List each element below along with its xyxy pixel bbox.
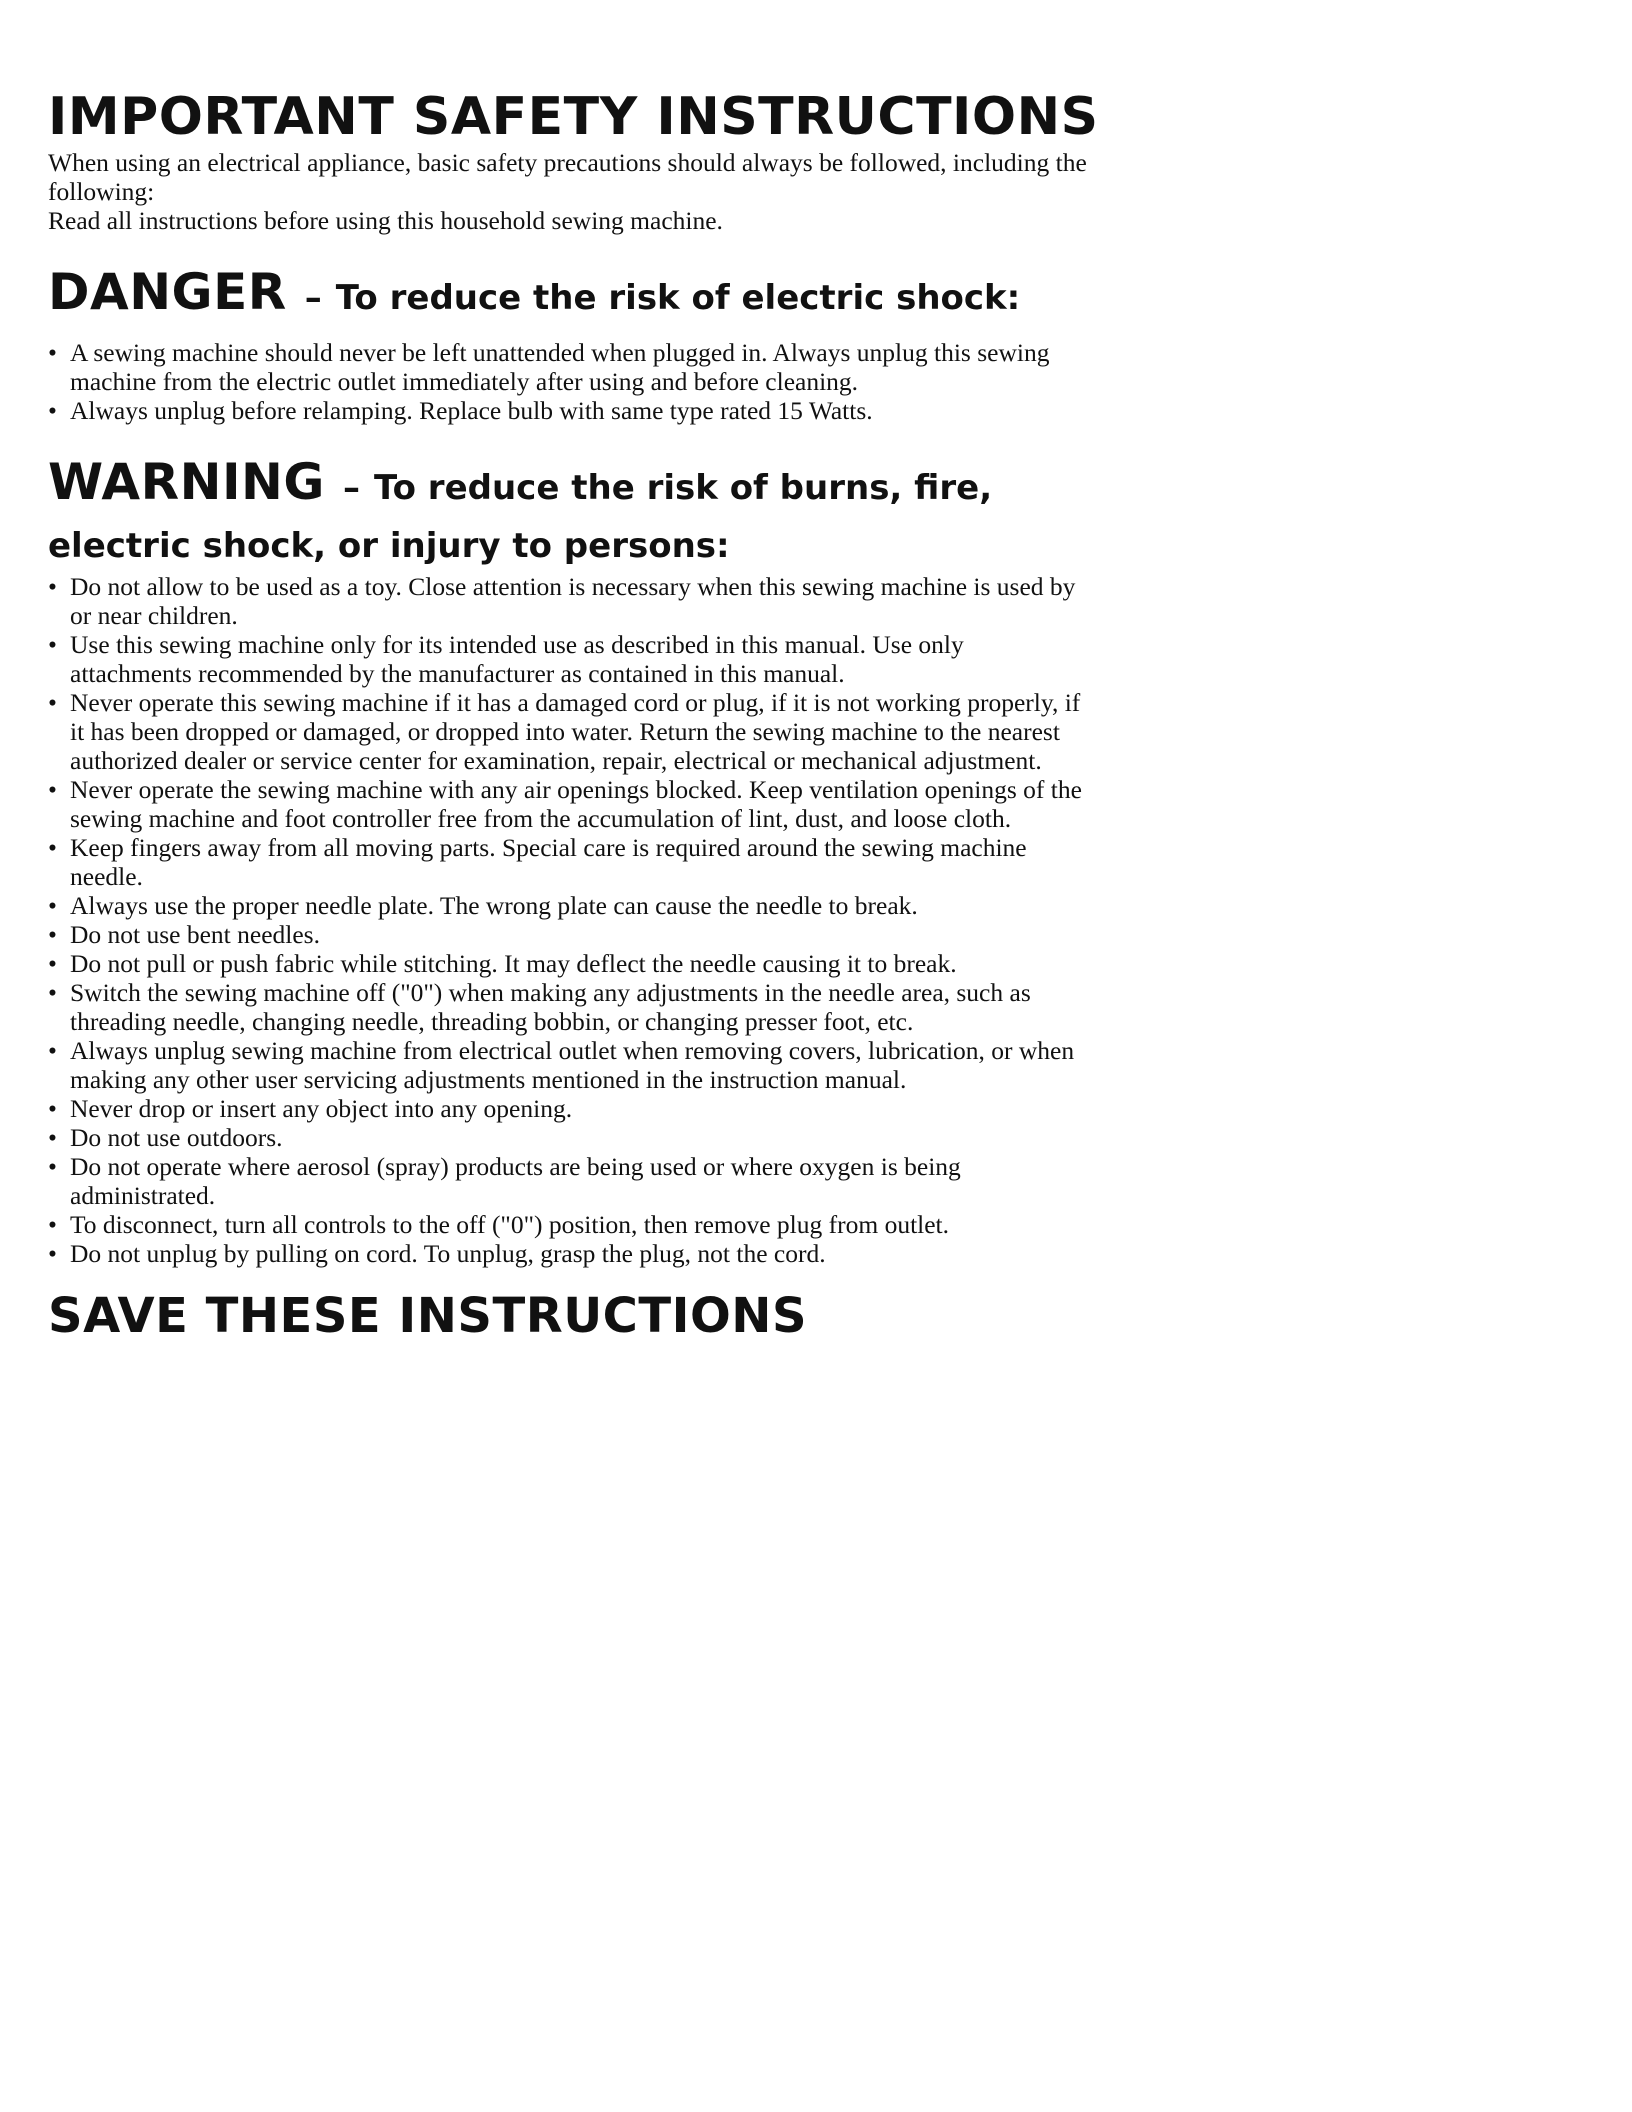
danger-dash: – (304, 278, 322, 318)
list-item-text: Use this sewing machine only for its intended use as described in this manual. Use only attachments recommended by the manufacturer as contained in this manual. (70, 630, 964, 688)
list-item (48, 949, 1088, 978)
safety-instructions-page (48, 87, 1099, 1344)
danger-subheading: To reduce the risk of electric shock: (335, 278, 1021, 318)
list-item (48, 630, 1088, 688)
bullet-icon: • (48, 338, 57, 367)
list-item-text: Do not operate where aerosol (spray) products are being used or where oxygen is being administrated. (70, 1152, 961, 1210)
closing-heading: SAVE THESE INSTRUCTIONS (48, 1288, 808, 1344)
list-item (48, 978, 1088, 1036)
list-item (48, 338, 1088, 396)
list-item (48, 1210, 1088, 1239)
bullet-icon: • (48, 1123, 57, 1152)
list-item (48, 775, 1088, 833)
danger-heading-line (48, 263, 1088, 334)
list-item-text: Always use the proper needle plate. The wrong plate can cause the needle to break. (70, 891, 918, 920)
list-item-text: Do not unplug by pulling on cord. To unplug, grasp the plug, not the cord. (70, 1239, 826, 1268)
bullet-icon: • (48, 920, 57, 949)
list-item-text: Always unplug before relamping. Replace bulb with same type rated 15 Watts. (70, 396, 873, 425)
list-item (48, 1239, 1088, 1268)
list-item (48, 833, 1088, 891)
warning-list (48, 572, 1088, 1268)
list-item-text: Keep fingers away from all moving parts. Special care is required around the sewing machine needle. (70, 833, 1027, 891)
bullet-icon: • (48, 978, 57, 1007)
bullet-icon: • (48, 688, 57, 717)
list-item-text: Always unplug sewing machine from electrical outlet when removing covers, lubrication, or when making any other user servicing adjustments mentioned in the instruction manual. (70, 1036, 1075, 1094)
list-item-text: Switch the sewing machine off ("0") when making any adjustments in the needle area, such as threading needle, changing needle, threading bobbin, or changing presser foot, etc. (70, 978, 1031, 1036)
intro-read-all: Read all instructions before using this household sewing machine. (48, 206, 723, 235)
list-item (48, 1094, 1088, 1123)
list-item (48, 891, 1088, 920)
warning-heading-line (48, 453, 1088, 524)
intro-paragraph: When using an electrical appliance, basic safety precautions should always be followed, including the following: (48, 148, 1087, 206)
bullet-icon: • (48, 1152, 57, 1181)
page-title: IMPORTANT SAFETY INSTRUCTIONS (48, 87, 1099, 147)
warning-subheading-line1: To reduce the risk of burns, fire, (373, 468, 993, 508)
list-item-text: To disconnect, turn all controls to the off ("0") position, then remove plug from outlet. (70, 1210, 950, 1239)
bullet-icon: • (48, 572, 57, 601)
danger-section (48, 263, 1088, 425)
list-item (48, 396, 1088, 425)
list-item-text: Do not use outdoors. (70, 1123, 283, 1152)
warning-subheading-line2: electric shock, or injury to persons: (48, 526, 730, 566)
list-item (48, 1123, 1088, 1152)
bullet-icon: • (48, 630, 57, 659)
list-item (48, 572, 1088, 630)
warning-dash: – (342, 468, 360, 508)
bullet-icon: • (48, 1036, 57, 1065)
bullet-icon: • (48, 396, 57, 425)
list-item-text: A sewing machine should never be left unattended when plugged in. Always unplug this sewing machine from the electric outlet immediately after using and before cleaning. (70, 338, 1050, 396)
bullet-icon: • (48, 891, 57, 920)
list-item-text: Never drop or insert any object into any opening. (70, 1094, 573, 1123)
danger-heading: DANGER (48, 263, 287, 321)
bullet-icon: • (48, 1094, 57, 1123)
list-item (48, 920, 1088, 949)
list-item (48, 1152, 1088, 1210)
list-item-text: Never operate the sewing machine with any air openings blocked. Keep ventilation openings of the sewing machine and foot controller free from the accumulation of lint, dust, and loose cloth. (70, 775, 1082, 833)
list-item-text: Do not allow to be used as a toy. Close attention is necessary when this sewing machine is used by or near children. (70, 572, 1076, 630)
warning-heading: WARNING (48, 453, 325, 511)
list-item-text: Never operate this sewing machine if it has a damaged cord or plug, if it is not working properly, if it has been dropped or damaged, or dropped into water. Return the sewing machine to the nearest authorized dealer or service center for examination, repair, electrical or mechanical adjustment. (70, 688, 1081, 775)
bullet-icon: • (48, 833, 57, 862)
intro-block (48, 148, 1088, 235)
danger-list (48, 338, 1088, 425)
list-item (48, 1036, 1088, 1094)
bullet-icon: • (48, 1210, 57, 1239)
list-item-text: Do not use bent needles. (70, 920, 320, 949)
list-item (48, 688, 1088, 775)
bullet-icon: • (48, 775, 57, 804)
warning-section (48, 453, 1088, 1268)
bullet-icon: • (48, 949, 57, 978)
list-item-text: Do not pull or push fabric while stitching. It may deflect the needle causing it to break. (70, 949, 957, 978)
bullet-icon: • (48, 1239, 57, 1268)
